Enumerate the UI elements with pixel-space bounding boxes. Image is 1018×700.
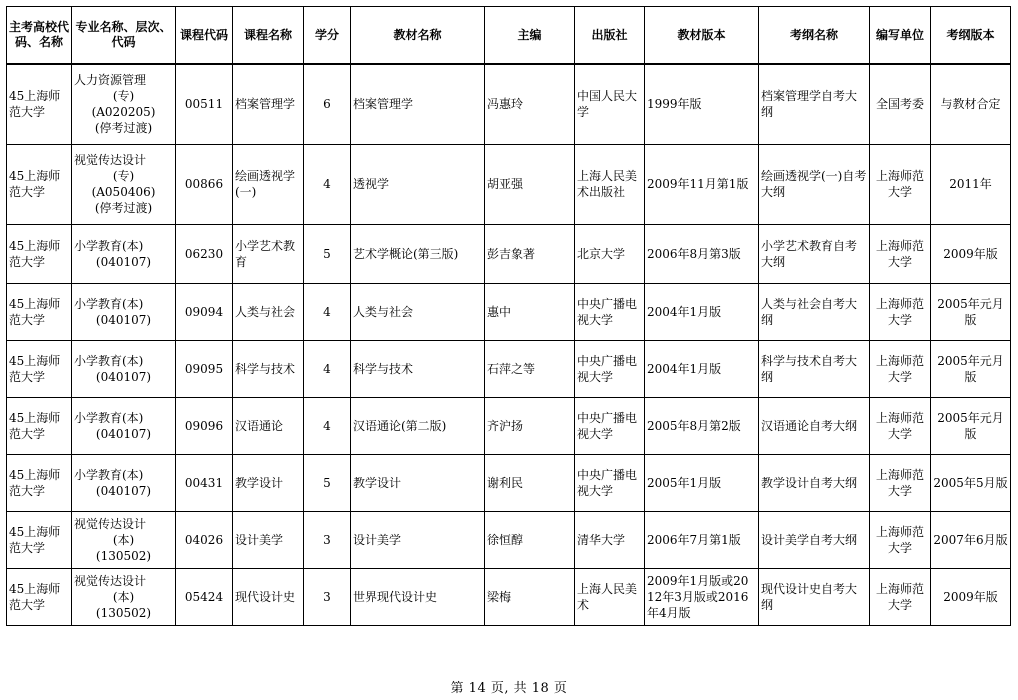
cell-credit: 6	[304, 64, 351, 144]
cell-textbook: 教学设计	[351, 454, 485, 511]
cell-syllabus-version: 2005年5月版	[931, 454, 1011, 511]
cell-unit: 上海师范大学	[870, 144, 931, 224]
major-line: 小学教育(本)	[74, 467, 144, 482]
cell-editor: 彭吉象著	[485, 224, 575, 283]
cell-syllabus: 汉语通论自考大纲	[759, 397, 870, 454]
table-row	[7, 568, 1011, 625]
cell-publisher: 北京大学	[575, 224, 645, 283]
cell-unit: 上海师范大学	[870, 397, 931, 454]
major-line: 视觉传达设计	[74, 516, 147, 531]
cell-major	[72, 454, 176, 511]
cell-major	[72, 568, 176, 625]
cell-major	[72, 144, 176, 224]
cell-course-name: 教学设计	[233, 454, 304, 511]
cell-school: 45上海师范大学	[7, 454, 72, 511]
cell-edition: 2006年8月第3版	[645, 224, 759, 283]
cell-course-code: 04026	[176, 511, 233, 568]
cell-course-code: 00511	[176, 64, 233, 144]
cell-publisher: 中国人民大学	[575, 64, 645, 144]
cell-unit: 全国考委	[870, 64, 931, 144]
header-unit: 编写单位	[870, 7, 931, 65]
cell-credit: 5	[304, 454, 351, 511]
major-line: (040107)	[95, 426, 152, 441]
cell-editor: 齐沪扬	[485, 397, 575, 454]
cell-edition: 2004年1月版	[645, 340, 759, 397]
cell-syllabus-version: 2007年6月版	[931, 511, 1011, 568]
cell-textbook: 世界现代设计史	[351, 568, 485, 625]
cell-textbook: 设计美学	[351, 511, 485, 568]
cell-course-name: 汉语通论	[233, 397, 304, 454]
cell-edition: 2009年11月第1版	[645, 144, 759, 224]
cell-course-code: 06230	[176, 224, 233, 283]
cell-unit: 上海师范大学	[870, 568, 931, 625]
cell-syllabus-version: 2009年版	[931, 224, 1011, 283]
cell-school: 45上海师范大学	[7, 568, 72, 625]
cell-textbook: 科学与技术	[351, 340, 485, 397]
cell-unit: 上海师范大学	[870, 224, 931, 283]
cell-major	[72, 283, 176, 340]
cell-credit: 4	[304, 283, 351, 340]
cell-edition: 2006年7月第1版	[645, 511, 759, 568]
major-line: (040107)	[95, 369, 152, 384]
cell-textbook: 人类与社会	[351, 283, 485, 340]
cell-credit: 3	[304, 511, 351, 568]
major-line: (专)	[112, 169, 135, 183]
cell-course-name: 设计美学	[233, 511, 304, 568]
page-footer: 第 14 页, 共 18 页	[450, 681, 568, 696]
header-major: 专业名称、层次、代码	[72, 7, 176, 65]
cell-unit: 上海师范大学	[870, 511, 931, 568]
cell-major	[72, 511, 176, 568]
header-credit: 学分	[304, 7, 351, 65]
header-syllabus-version: 考纲版本	[931, 7, 1011, 65]
major-line: (040107)	[95, 483, 152, 498]
cell-course-code: 00866	[176, 144, 233, 224]
cell-publisher: 上海人民美术	[575, 568, 645, 625]
major-line: (040107)	[95, 312, 152, 327]
cell-publisher: 中央广播电视大学	[575, 397, 645, 454]
major-line: 视觉传达设计	[74, 153, 147, 167]
cell-school: 45上海师范大学	[7, 511, 72, 568]
cell-school: 45上海师范大学	[7, 144, 72, 224]
cell-credit: 4	[304, 340, 351, 397]
cell-syllabus-version: 2005年元月版	[931, 283, 1011, 340]
header-edition: 教材版本	[645, 7, 759, 65]
cell-syllabus-version: 2009年版	[931, 568, 1011, 625]
cell-course-name: 人类与社会	[233, 283, 304, 340]
cell-textbook: 汉语通论(第二版)	[351, 397, 485, 454]
cell-school: 45上海师范大学	[7, 340, 72, 397]
cell-editor: 谢利民	[485, 454, 575, 511]
major-line: (停考过渡)	[94, 121, 153, 136]
cell-course-name: 科学与技术	[233, 340, 304, 397]
major-line: 人力资源管理	[74, 73, 147, 88]
major-line: (130502)	[95, 548, 152, 563]
header-course-code: 课程代码	[176, 7, 233, 65]
table-row	[7, 511, 1011, 568]
cell-course-name: 绘画透视学(一)	[233, 144, 304, 224]
cell-syllabus: 科学与技术自考大纲	[759, 340, 870, 397]
cell-course-code: 09095	[176, 340, 233, 397]
cell-credit: 5	[304, 224, 351, 283]
cell-major	[72, 397, 176, 454]
cell-school: 45上海师范大学	[7, 397, 72, 454]
cell-textbook: 艺术学概论(第三版)	[351, 224, 485, 283]
cell-syllabus-version: 与教材合定	[931, 64, 1011, 144]
cell-syllabus-version: 2005年元月版	[931, 340, 1011, 397]
cell-unit: 上海师范大学	[870, 454, 931, 511]
header-row	[7, 7, 1011, 65]
cell-major	[72, 64, 176, 144]
cell-publisher: 中央广播电视大学	[575, 283, 645, 340]
header-editor: 主编	[485, 7, 575, 65]
major-line: (040107)	[95, 254, 152, 269]
table-row	[7, 283, 1011, 340]
major-line: (本)	[112, 589, 135, 604]
cell-school: 45上海师范大学	[7, 224, 72, 283]
cell-credit: 4	[304, 397, 351, 454]
header-course-name: 课程名称	[233, 7, 304, 65]
major-line: 小学教育(本)	[74, 410, 144, 425]
cell-editor: 石萍之等	[485, 340, 575, 397]
cell-syllabus-version: 2011年	[931, 144, 1011, 224]
cell-publisher: 中央广播电视大学	[575, 340, 645, 397]
major-line: (专)	[112, 89, 135, 104]
cell-course-code: 09094	[176, 283, 233, 340]
cell-publisher: 清华大学	[575, 511, 645, 568]
cell-syllabus: 档案管理学自考大纲	[759, 64, 870, 144]
cell-major	[72, 224, 176, 283]
cell-editor: 胡亚强	[485, 144, 575, 224]
table-header	[7, 7, 1011, 65]
major-line: (A050406)	[91, 185, 156, 199]
cell-syllabus: 小学艺术教育自考大纲	[759, 224, 870, 283]
table-row	[7, 454, 1011, 511]
cell-school: 45上海师范大学	[7, 64, 72, 144]
cell-publisher: 上海人民美术出版社	[575, 144, 645, 224]
cell-editor: 冯惠玲	[485, 64, 575, 144]
header-syllabus: 考纲名称	[759, 7, 870, 65]
cell-edition: 2005年8月第2版	[645, 397, 759, 454]
table-row	[7, 224, 1011, 283]
header-publisher: 出版社	[575, 7, 645, 65]
cell-course-code: 09096	[176, 397, 233, 454]
cell-syllabus-version: 2005年元月版	[931, 397, 1011, 454]
cell-course-name: 小学艺术教育	[233, 224, 304, 283]
cell-syllabus: 教学设计自考大纲	[759, 454, 870, 511]
header-textbook: 教材名称	[351, 7, 485, 65]
major-line: (130502)	[95, 605, 152, 620]
cell-editor: 惠中	[485, 283, 575, 340]
cell-course-name: 现代设计史	[233, 568, 304, 625]
table-row	[7, 340, 1011, 397]
course-table	[6, 6, 1011, 626]
cell-edition: 2004年1月版	[645, 283, 759, 340]
cell-textbook: 透视学	[351, 144, 485, 224]
cell-textbook: 档案管理学	[351, 64, 485, 144]
cell-syllabus: 人类与社会自考大纲	[759, 283, 870, 340]
cell-credit: 3	[304, 568, 351, 625]
cell-edition: 2005年1月版	[645, 454, 759, 511]
major-line: 小学教育(本)	[74, 296, 144, 311]
cell-syllabus: 绘画透视学(一)自考大纲	[759, 144, 870, 224]
cell-syllabus: 设计美学自考大纲	[759, 511, 870, 568]
header-school: 主考高校代码、名称	[7, 7, 72, 65]
table-row	[7, 144, 1011, 224]
cell-course-code: 05424	[176, 568, 233, 625]
cell-publisher: 中央广播电视大学	[575, 454, 645, 511]
major-line: (A020205)	[91, 105, 156, 120]
cell-course-code: 00431	[176, 454, 233, 511]
table-row	[7, 397, 1011, 454]
cell-school: 45上海师范大学	[7, 283, 72, 340]
cell-editor: 梁梅	[485, 568, 575, 625]
table-body	[7, 64, 1011, 625]
cell-unit: 上海师范大学	[870, 283, 931, 340]
cell-syllabus: 现代设计史自考大纲	[759, 568, 870, 625]
cell-unit: 上海师范大学	[870, 340, 931, 397]
cell-credit: 4	[304, 144, 351, 224]
major-line: (本)	[112, 532, 135, 547]
cell-major	[72, 340, 176, 397]
major-line: 小学教育(本)	[74, 353, 144, 368]
cell-course-name: 档案管理学	[233, 64, 304, 144]
cell-editor: 徐恒醇	[485, 511, 575, 568]
table-row	[7, 64, 1011, 144]
cell-edition: 2009年1月版或2012年3月版或2016年4月版	[645, 568, 759, 625]
major-line: (停考过渡)	[94, 201, 153, 215]
major-line: 视觉传达设计	[74, 573, 147, 588]
major-line: 小学教育(本)	[74, 238, 144, 253]
cell-edition: 1999年版	[645, 64, 759, 144]
